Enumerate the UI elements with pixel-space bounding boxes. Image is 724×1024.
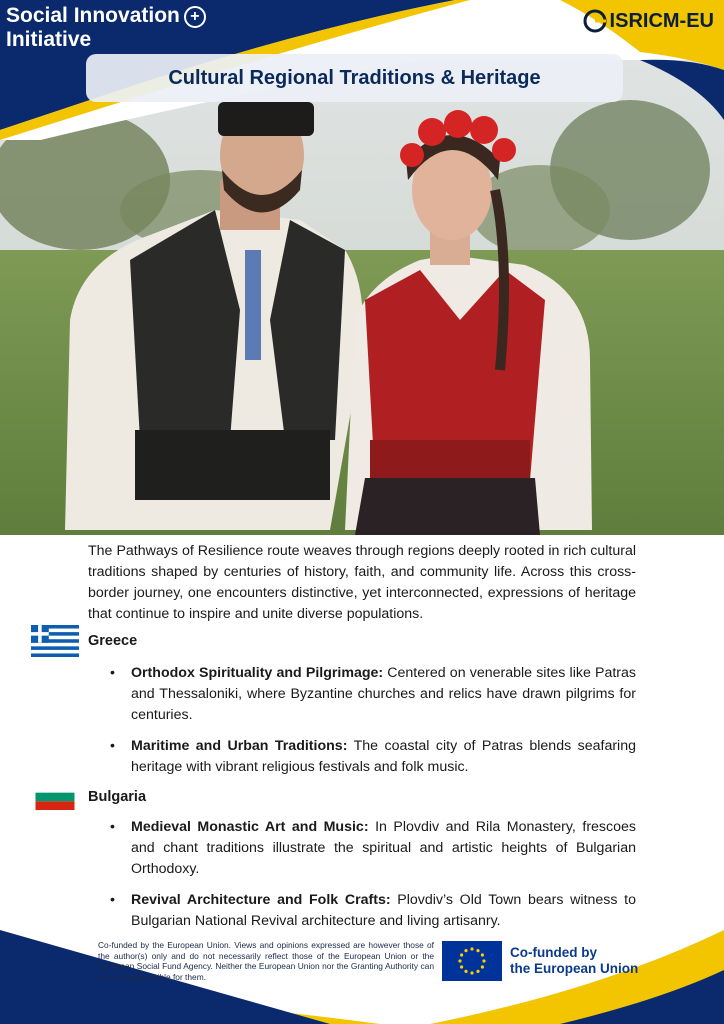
eu-cofunded-text xyxy=(510,945,638,977)
intro-paragraph: The Pathways of Resilience route weaves through regions deeply rooted in rich cultural traditions shaped by centuries of history, faith, and community life. Across this cross-border journey, one encounters distinctive, yet interconnected, expressions of heritage that continue to inspire and unite diverse populations. xyxy=(88,543,636,622)
country-heading-bulgaria xyxy=(30,784,146,810)
country-name-greece: Greece xyxy=(88,633,138,649)
eu-cofunded-badge xyxy=(442,941,638,981)
country-name-bulgaria: Bulgaria xyxy=(88,789,147,805)
brand-line-1: Social Innovation xyxy=(6,4,180,27)
title-banner xyxy=(86,54,623,102)
item-text: The coastal city of Patras blends seafaring heritage with vibrant religious festivals and folk music. xyxy=(131,738,636,775)
item-title: Maritime and Urban Traditions: xyxy=(131,738,348,754)
greece-list xyxy=(110,663,636,788)
greece-flag-icon xyxy=(30,625,80,657)
brand-title xyxy=(6,4,206,51)
list-item xyxy=(110,817,636,880)
plus-circle-icon: + xyxy=(184,6,206,28)
isricm-logo xyxy=(582,8,714,34)
item-title: Orthodox Spirituality and Pilgrimage: xyxy=(131,665,384,681)
eu-disclaimer: Co-funded by the European Union. Views and opinions expressed are however those of the author(s) only and do not necessarily reflect those of the European Union or the European Social Fund Agency. Neither the European Union nor the Granting Authority can be held responsible for them. xyxy=(98,940,434,982)
item-text: In Plovdiv and Rila Monastery, frescoes and chant traditions illustrate the spiritual and artistic heights of Bulgarian Orthodoxy. xyxy=(131,819,636,877)
eu-flag-icon xyxy=(442,941,502,981)
page-title: Cultural Regional Traditions & Heritage xyxy=(168,66,541,89)
list-item xyxy=(110,736,636,778)
eu-line-1: Co-funded by xyxy=(510,945,597,960)
list-item xyxy=(110,890,636,932)
logo-text: ISRICM-EU xyxy=(609,9,714,32)
item-title: Revival Architecture and Folk Crafts: xyxy=(131,892,391,908)
list-item xyxy=(110,663,636,726)
item-text: Centered on venerable sites like Patras and Thessaloniki, where Byzantine churches and relics have drawn pilgrims for centuries. xyxy=(131,665,636,723)
eu-line-2: the European Union xyxy=(510,961,639,976)
bulgaria-list xyxy=(110,817,636,942)
item-title: Medieval Monastic Art and Music: xyxy=(131,819,369,835)
isricm-logo-icon xyxy=(582,8,608,34)
country-heading-greece xyxy=(30,625,137,657)
brand-line-2: Initiative xyxy=(6,28,92,51)
item-text: Plovdiv’s Old Town bears witness to Bulgarian National Revival architecture and living artisanry. xyxy=(131,892,636,929)
bulgaria-flag-icon xyxy=(30,784,80,810)
